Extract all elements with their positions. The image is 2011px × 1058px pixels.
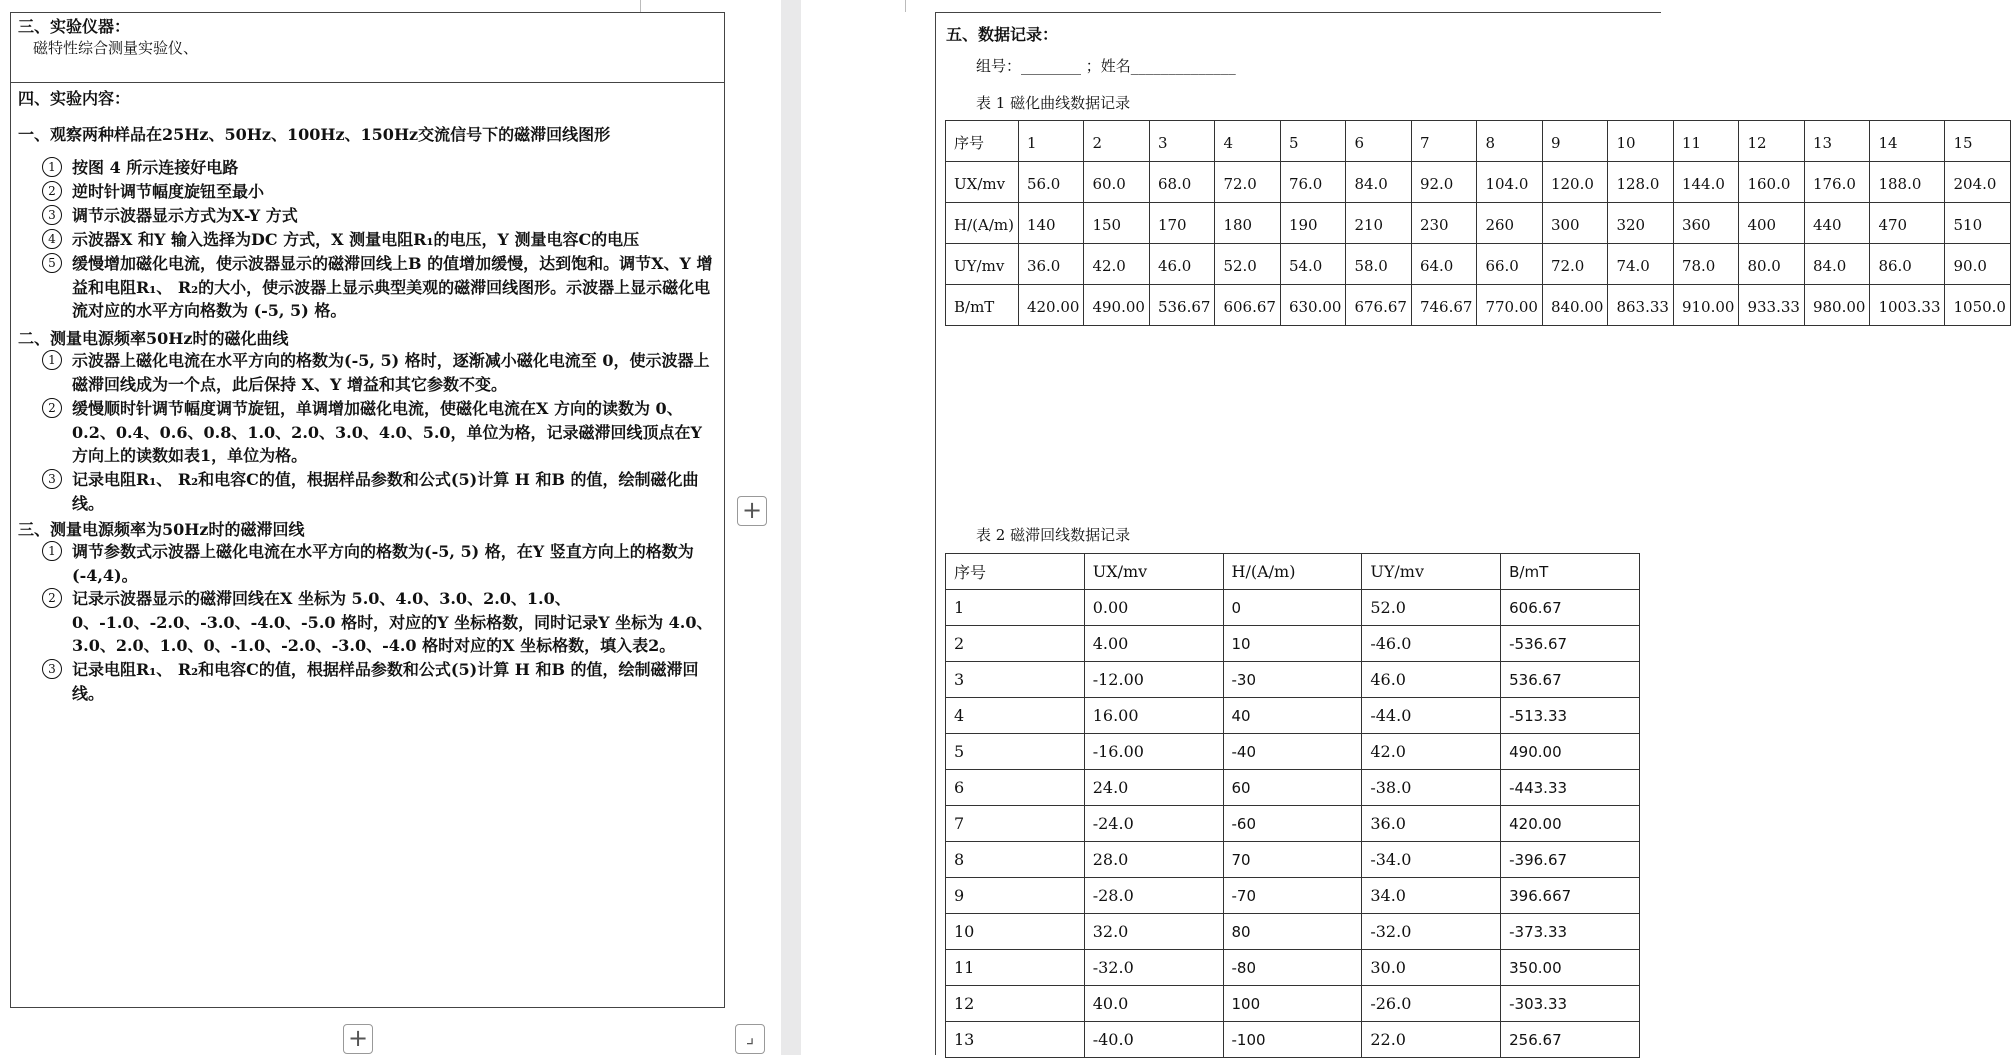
table-cell: 36.0	[1018, 244, 1084, 285]
step-number: 2	[42, 181, 62, 201]
table-cell: 24.0	[1084, 770, 1223, 806]
table-cell: 12	[946, 986, 1085, 1022]
add-column-button[interactable]: +	[737, 496, 767, 526]
table-cell: -373.33	[1501, 914, 1640, 950]
table-cell: 36.0	[1362, 806, 1501, 842]
table-row	[946, 698, 1640, 734]
table-cell: 11	[1673, 121, 1739, 162]
step-number: 3	[42, 659, 62, 679]
table-cell: -60	[1223, 806, 1362, 842]
table-cell: 78.0	[1673, 244, 1739, 285]
table-cell: 16.00	[1084, 698, 1223, 734]
table-cell: 300	[1542, 203, 1608, 244]
row-label: B/mT	[946, 285, 1019, 326]
step-text: 按图 4 所示连接好电路	[72, 158, 239, 177]
table-cell: 7	[1411, 121, 1477, 162]
table-cell: 13	[946, 1022, 1085, 1058]
step-text: 调节示波器显示方式为X-Y 方式	[72, 206, 298, 225]
table-cell: 42.0	[1084, 244, 1150, 285]
table-cell: -28.0	[1084, 878, 1223, 914]
table2-caption: 表 2 磁滞回线数据记录	[976, 526, 1131, 544]
table-cell: 34.0	[1362, 878, 1501, 914]
table-row	[946, 806, 1640, 842]
table-cell: -30	[1223, 662, 1362, 698]
row-label: UY/mv	[946, 244, 1019, 285]
table-cell: 10	[946, 914, 1085, 950]
step-number: 2	[42, 398, 62, 418]
table-cell: -46.0	[1362, 626, 1501, 662]
table-cell: -80	[1223, 950, 1362, 986]
table-row	[946, 878, 1640, 914]
table-cell: -70	[1223, 878, 1362, 914]
record-title: 五、数据记录：	[946, 25, 1059, 44]
table-cell: 490.00	[1501, 734, 1640, 770]
table-cell: 64.0	[1411, 244, 1477, 285]
table-cell: -12.00	[1084, 662, 1223, 698]
table-cell: -40.0	[1084, 1022, 1223, 1058]
table-cell: -32.0	[1362, 914, 1501, 950]
table-cell: 490.00	[1084, 285, 1150, 326]
table-cell: 60.0	[1084, 162, 1150, 203]
table-cell: 420.00	[1018, 285, 1084, 326]
table-cell: 170	[1149, 203, 1215, 244]
table-row	[946, 842, 1640, 878]
table-cell: 84.0	[1346, 162, 1412, 203]
table-cell: 120.0	[1542, 162, 1608, 203]
table-row	[946, 162, 2011, 203]
table-cell: 10	[1223, 626, 1362, 662]
add-row-button[interactable]: +	[343, 1024, 373, 1054]
table-cell: 13	[1804, 121, 1870, 162]
table-cell: 40.0	[1084, 986, 1223, 1022]
step-number: 3	[42, 205, 62, 225]
table-cell: 1	[946, 590, 1085, 626]
table-cell: 536.67	[1501, 662, 1640, 698]
table-cell: -40	[1223, 734, 1362, 770]
table-cell: 46.0	[1149, 244, 1215, 285]
table-cell: 52.0	[1215, 244, 1281, 285]
table-cell: 180	[1215, 203, 1281, 244]
table-cell: 30.0	[1362, 950, 1501, 986]
table-cell: 28.0	[1084, 842, 1223, 878]
table-cell: 440	[1804, 203, 1870, 244]
table-cell: -24.0	[1084, 806, 1223, 842]
table-cell: -38.0	[1362, 770, 1501, 806]
table-header-row	[946, 554, 1640, 590]
hysteresis-table	[945, 553, 1640, 1058]
table-row	[946, 590, 1640, 626]
table-row	[946, 734, 1640, 770]
page-gutter	[781, 0, 801, 1055]
section-1-title: 一、观察两种样品在25Hz、50Hz、100Hz、150Hz交流信号下的磁滞回线图形	[18, 125, 611, 144]
section-2-title: 二、测量电源频率50Hz时的磁化曲线	[18, 329, 289, 348]
table-cell: 260	[1477, 203, 1543, 244]
table-cell: 606.67	[1501, 590, 1640, 626]
step-text: 记录示波器显示的磁滞回线在X 坐标为 5.0、4.0、3.0、2.0、1.0、0、-1.0、-2.0、-3.0、-4.0、-5.0 格时，对应的Y 坐标格数，同时记录Y 坐标为 4.0、3.0、2.0、1.0、0、-1.0、-2.0、-3.0、-4.0 格时对应的X 坐标格数，填入表2。	[72, 589, 713, 655]
step-text: 示波器X 和Y 输入选择为DC 方式，X 测量电阻R₁的电压，Y 测量电容C的电压	[72, 230, 640, 249]
table-cell: 396.667	[1501, 878, 1640, 914]
table-cell: 188.0	[1870, 162, 1945, 203]
instruments-title: 三、实验仪器：	[18, 17, 131, 36]
table-cell: 360	[1673, 203, 1739, 244]
table-row	[946, 244, 2011, 285]
table-cell: 150	[1084, 203, 1150, 244]
table-cell: -513.33	[1501, 698, 1640, 734]
table-cell: 84.0	[1804, 244, 1870, 285]
table-cell: 210	[1346, 203, 1412, 244]
table-cell: 840.00	[1542, 285, 1608, 326]
table-cell: 144.0	[1673, 162, 1739, 203]
table-cell: -16.00	[1084, 734, 1223, 770]
table-cell: 72.0	[1215, 162, 1281, 203]
table-cell: 80	[1223, 914, 1362, 950]
step-number: 1	[42, 157, 62, 177]
table-cell: 470	[1870, 203, 1945, 244]
table-cell: 6	[946, 770, 1085, 806]
table-cell: 100	[1223, 986, 1362, 1022]
step-text: 示波器上磁化电流在水平方向的格数为(-5, 5) 格时，逐渐减小磁化电流至 0，使示波器上磁滞回线成为一个点，此后保持 X、Y 增益和其它参数不变。	[72, 351, 710, 394]
table-cell: 770.00	[1477, 285, 1543, 326]
table-cell: -32.0	[1084, 950, 1223, 986]
table-cell: 8	[1477, 121, 1543, 162]
table-cell: -303.33	[1501, 986, 1640, 1022]
table-cell: 6	[1346, 121, 1412, 162]
section-3-title: 三、测量电源频率为50Hz时的磁滞回线	[18, 520, 305, 539]
step-number: 5	[42, 253, 62, 273]
table-row	[946, 950, 1640, 986]
table-cell: 320	[1608, 203, 1674, 244]
table-cell: 68.0	[1149, 162, 1215, 203]
row-label: H/(A/m)	[946, 203, 1019, 244]
table-row	[946, 203, 2011, 244]
table-cell: 1	[1018, 121, 1084, 162]
table-cell: 204.0	[1945, 162, 2011, 203]
table-cell: 2	[946, 626, 1085, 662]
table-cell: 0.00	[1084, 590, 1223, 626]
step-text: 逆时针调节幅度旋钮至最小	[72, 182, 265, 201]
table-cell: 15	[1945, 121, 2011, 162]
table-cell: 12	[1739, 121, 1805, 162]
step-number: 1	[42, 350, 62, 370]
resize-table-handle[interactable]: ⌟	[735, 1024, 765, 1054]
table-cell: 74.0	[1608, 244, 1674, 285]
table-row	[946, 626, 1640, 662]
table-cell: 230	[1411, 203, 1477, 244]
step-text: 缓慢顺时针调节幅度调节旋钮，单调增加磁化电流，使磁化电流在X 方向的读数为 0、0.2、0.4、0.6、0.8、1.0、2.0、3.0、4.0、5.0，单位为格，记录磁滞回线顶点在Y 方向上的读数如表1，单位为格。	[72, 399, 702, 465]
column-header: H/(A/m)	[1223, 554, 1362, 590]
table-cell: 56.0	[1018, 162, 1084, 203]
table-row	[946, 285, 2011, 326]
table-cell: -100	[1223, 1022, 1362, 1058]
table-row	[946, 662, 1640, 698]
column-header: 序号	[946, 554, 1085, 590]
table-cell: 536.67	[1149, 285, 1215, 326]
table-cell: 910.00	[1673, 285, 1739, 326]
table-cell: 400	[1739, 203, 1805, 244]
table-cell: 58.0	[1346, 244, 1412, 285]
table-cell: 72.0	[1542, 244, 1608, 285]
table-cell: 420.00	[1501, 806, 1640, 842]
table-cell: 0	[1223, 590, 1362, 626]
step-text: 调节参数式示波器上磁化电流在水平方向的格数为(-5, 5) 格，在Y 竖直方向上的格数为(-4,4)。	[72, 542, 694, 585]
table-cell: 80.0	[1739, 244, 1805, 285]
content-title: 四、实验内容：	[18, 89, 131, 108]
column-header: UX/mv	[1084, 554, 1223, 590]
table-cell: 32.0	[1084, 914, 1223, 950]
table-cell: 128.0	[1608, 162, 1674, 203]
table-cell: -396.67	[1501, 842, 1640, 878]
table-cell: 66.0	[1477, 244, 1543, 285]
step-number: 2	[42, 588, 62, 608]
table-cell: 10	[1608, 121, 1674, 162]
table-cell: 1003.33	[1870, 285, 1945, 326]
table-cell: 7	[946, 806, 1085, 842]
table-cell: -34.0	[1362, 842, 1501, 878]
table-row	[946, 986, 1640, 1022]
table-cell: 5	[1280, 121, 1346, 162]
table-cell: 9	[946, 878, 1085, 914]
table-cell: -44.0	[1362, 698, 1501, 734]
table1-caption: 表 1 磁化曲线数据记录	[976, 94, 1131, 112]
table-row	[946, 770, 1640, 806]
row-label: 序号	[946, 121, 1019, 162]
instruments-text: 磁特性综合测量实验仪、	[33, 39, 199, 57]
table-cell: 76.0	[1280, 162, 1346, 203]
table-cell: 160.0	[1739, 162, 1805, 203]
table-cell: 676.67	[1346, 285, 1412, 326]
row-label: UX/mv	[946, 162, 1019, 203]
table-cell: 4	[946, 698, 1085, 734]
table-cell: 3	[1149, 121, 1215, 162]
table-cell: 746.67	[1411, 285, 1477, 326]
table-cell: 630.00	[1280, 285, 1346, 326]
column-header: UY/mv	[1362, 554, 1501, 590]
table-cell: 256.67	[1501, 1022, 1640, 1058]
table-cell: 22.0	[1362, 1022, 1501, 1058]
table-cell: 60	[1223, 770, 1362, 806]
table-cell: 92.0	[1411, 162, 1477, 203]
table-cell: 46.0	[1362, 662, 1501, 698]
table-cell: -26.0	[1362, 986, 1501, 1022]
table-cell: 8	[946, 842, 1085, 878]
table-cell: 933.33	[1739, 285, 1805, 326]
step-text: 记录电阻R₁、 R₂和电容C的值，根据样品参数和公式(5)计算 H 和B 的值，绘制磁化曲线。	[72, 470, 699, 513]
table-cell: -536.67	[1501, 626, 1640, 662]
table-cell: 606.67	[1215, 285, 1281, 326]
table-cell: -443.33	[1501, 770, 1640, 806]
column-header: B/mT	[1501, 554, 1640, 590]
table-cell: 190	[1280, 203, 1346, 244]
page-edge-mark	[640, 0, 641, 12]
table-row	[946, 914, 1640, 950]
table-cell: 11	[946, 950, 1085, 986]
table-cell: 2	[1084, 121, 1150, 162]
table-cell: 140	[1018, 203, 1084, 244]
table-cell: 52.0	[1362, 590, 1501, 626]
magnetization-table	[945, 120, 2011, 326]
table-cell: 350.00	[1501, 950, 1640, 986]
table-cell: 1050.0	[1945, 285, 2011, 326]
table-cell: 86.0	[1870, 244, 1945, 285]
table-cell: 9	[1542, 121, 1608, 162]
table-cell: 104.0	[1477, 162, 1543, 203]
group-name-line: 组号：________ ；姓名______________	[976, 57, 1236, 75]
step-text: 缓慢增加磁化电流，使示波器显示的磁滞回线上B 的值增加缓慢，达到饱和。调节X、Y 增益和电阻R₁、 R₂的大小，使示波器上显示典型美观的磁滞回线图形。示波器上显示磁化电流对应的水平方向格数为 (-5, 5) 格。	[72, 254, 713, 320]
table-cell: 176.0	[1804, 162, 1870, 203]
table-cell: 70	[1223, 842, 1362, 878]
table-cell: 54.0	[1280, 244, 1346, 285]
table-cell: 40	[1223, 698, 1362, 734]
table-cell: 980.00	[1804, 285, 1870, 326]
table-cell: 14	[1870, 121, 1945, 162]
page-edge-mark	[905, 0, 906, 12]
table-cell: 5	[946, 734, 1085, 770]
step-number: 1	[42, 541, 62, 561]
table-row	[946, 121, 2011, 162]
table-cell: 4	[1215, 121, 1281, 162]
step-text: 记录电阻R₁、 R₂和电容C的值，根据样品参数和公式(5)计算 H 和B 的值，绘制磁滞回线。	[72, 660, 699, 703]
table-cell: 4.00	[1084, 626, 1223, 662]
table-cell: 3	[946, 662, 1085, 698]
step-number: 3	[42, 469, 62, 489]
table-cell: 510	[1945, 203, 2011, 244]
table-cell: 42.0	[1362, 734, 1501, 770]
table-cell: 90.0	[1945, 244, 2011, 285]
table-cell: 863.33	[1608, 285, 1674, 326]
table-row	[946, 1022, 1640, 1058]
step-number: 4	[42, 229, 62, 249]
